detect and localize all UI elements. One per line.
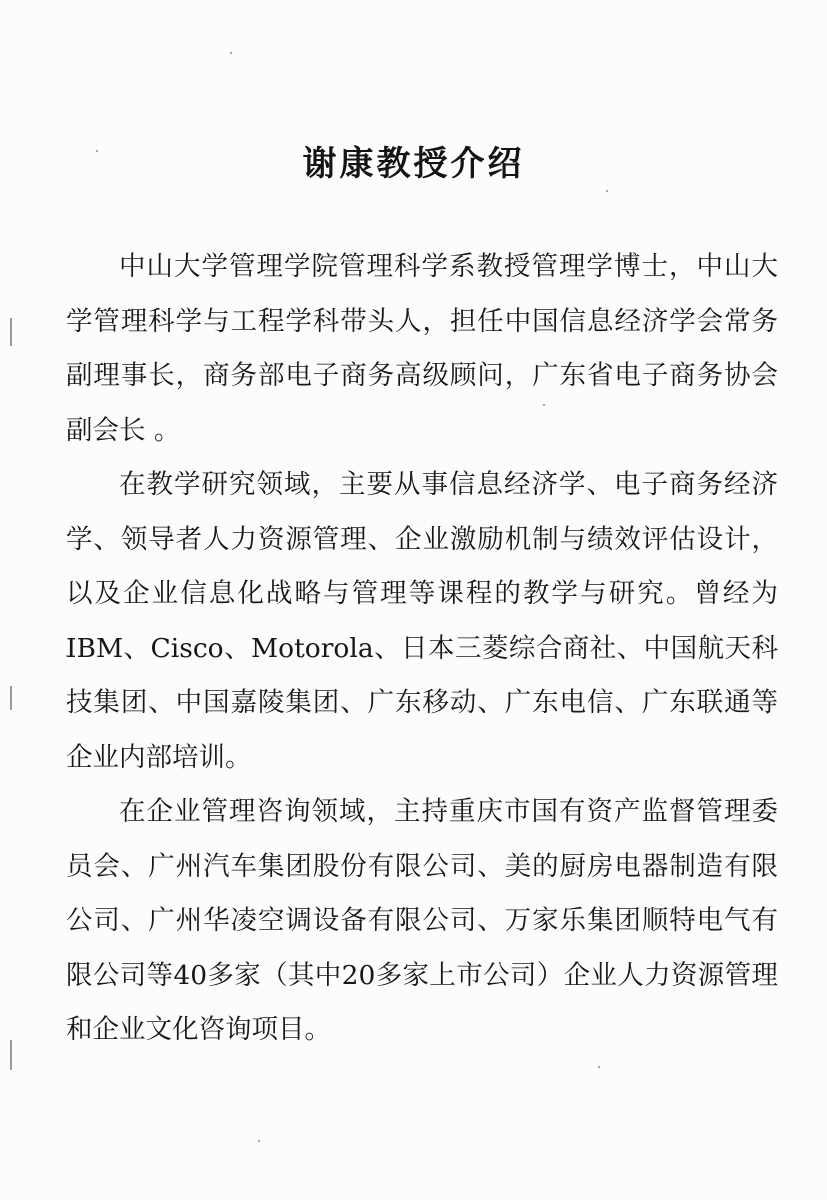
scan-speck <box>258 1140 260 1142</box>
document-body <box>66 240 778 1058</box>
scan-speck <box>598 1066 600 1068</box>
scan-margin-mark <box>10 1040 12 1070</box>
document-title: 谢康教授介绍 <box>302 144 525 184</box>
paragraph-consulting: 在企业管理咨询领域，主持重庆市国有资产监督管理委员会、广州汽车集团股份有限公司、美的厨房电器制造有限公司、广州华凌空调设备有限公司、万家乐集团顺特电气有限公司等40多家（其中20多家上市公司）企业人力资源管理和企业文化咨询项目。 <box>66 796 778 1045</box>
scan-margin-mark <box>10 318 12 346</box>
scan-margin-mark <box>10 686 12 710</box>
scan-speck <box>230 52 232 54</box>
scan-speck <box>606 190 608 192</box>
paragraph-intro: 中山大学管理学院管理科学系教授管理学博士，中山大学管理科学与工程学科带头人，担任中国信息经济学会常务副理事长，商务部电子商务高级顾问，广东省电子商务协会副会长 。 <box>66 251 778 446</box>
paragraph-teaching-research: 在教学研究领域，主要从事信息经济学、电子商务经济学、领导者人力资源管理、企业激励机制与绩效评估设计，以及企业信息化战略与管理等课程的教学与研究。曾经为IBM、Cisco、Motorola、日本三菱综合商社、中国航天科技集团、中国嘉陵集团、广东移动、广东电信、广东联通等企业内部培训。 <box>66 469 778 773</box>
